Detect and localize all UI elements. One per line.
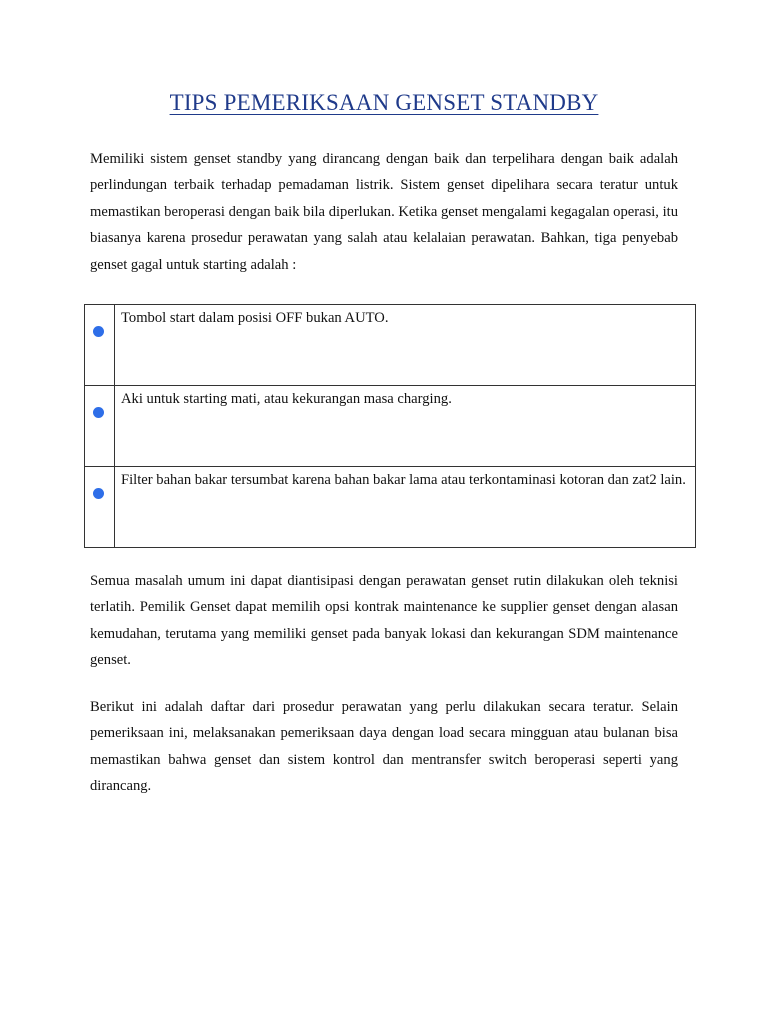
table-row [85, 386, 696, 467]
table-row [85, 305, 696, 386]
bullet-dot-icon [93, 326, 104, 337]
bullet-dot-icon [93, 488, 104, 499]
cause-text: Tombol start dalam posisi OFF bukan AUTO. [115, 305, 696, 386]
intro-paragraph: Memiliki sistem genset standby yang dirancang dengan baik dan terpelihara dengan baik adalah perlindungan terbaik terhadap pemadaman listrik. Sistem genset dipelihara secara teratur untuk memastikan beroperasi dengan baik bila diperlukan. Ketika genset mengalami kegagalan operasi, itu biasanya karena prosedur perawatan yang salah atau kelalaian perawatan. Bahkan, tiga penyebab genset gagal untuk starting adalah : [90, 151, 679, 273]
document-title: TIPS PEMERIKSAAN GENSET STANDBY [169, 90, 599, 115]
causes-table [84, 304, 696, 548]
table-row [85, 467, 696, 548]
bullet-dot-icon [93, 407, 104, 418]
cause-text: Filter bahan bakar tersumbat karena bahan bakar lama atau terkontaminasi kotoran dan zat2 lain. [115, 467, 696, 548]
body-paragraph-2: Semua masalah umum ini dapat diantisipasi dengan perawatan genset rutin dilakukan oleh teknisi terlatih. Pemilik Genset dapat memilih opsi kontrak maintenance ke supplier genset dengan alasan kemudahan, terutama yang memiliki genset pada banyak lokasi dan kekurangan SDM maintenance genset. [90, 573, 678, 669]
cause-text: Aki untuk starting mati, atau kekurangan masa charging. [115, 386, 696, 467]
body-paragraph-3: Berikut ini adalah daftar dari prosedur perawatan yang perlu dilakukan secara teratur. Selain pemeriksaan ini, melaksanakan pemeriksaan daya dengan load secara mingguan atau bulanan bisa memastikan bahwa genset dan sistem kontrol dan mentransfer switch beroperasi seperti yang dirancang. [90, 699, 678, 795]
